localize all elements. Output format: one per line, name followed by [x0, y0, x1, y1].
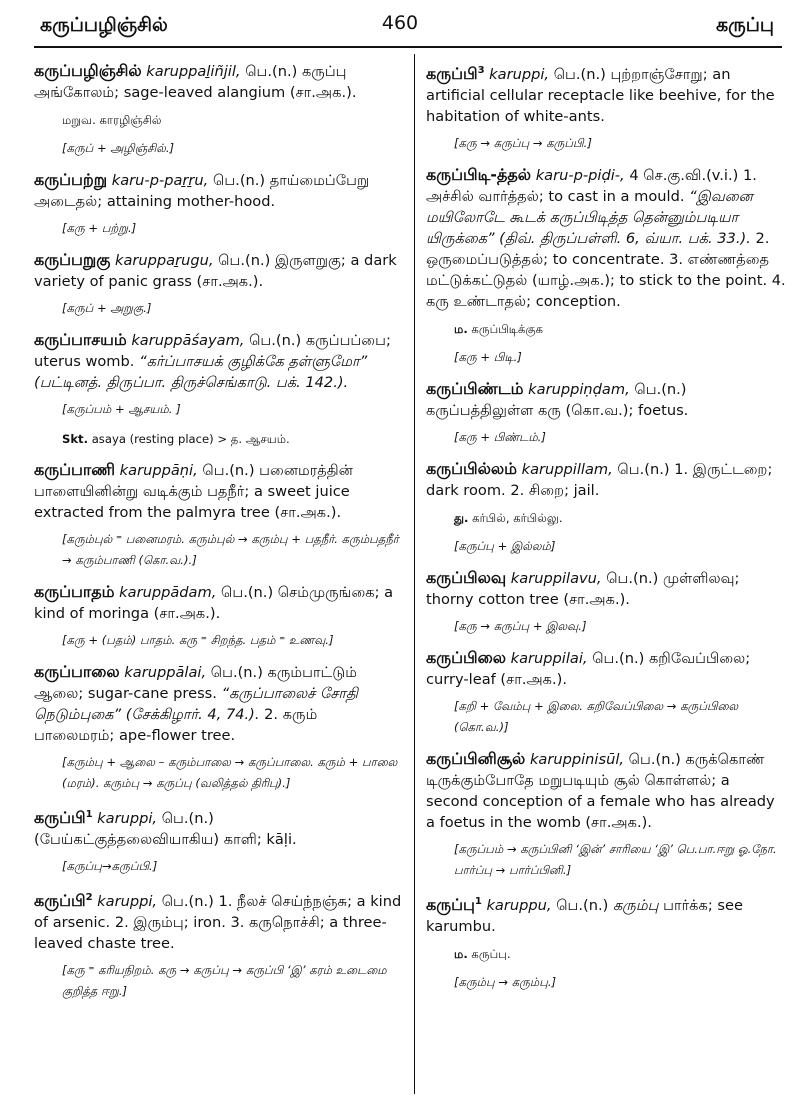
headword: கருப்பாசயம்	[34, 330, 127, 349]
headword: கருப்பி	[426, 63, 478, 83]
headword: கருப்பாதம்	[34, 582, 115, 601]
citation: கரும்பு	[612, 896, 659, 914]
language-tag: Skt.	[62, 432, 89, 446]
dictionary-entry	[426, 891, 786, 993]
homonym-number: 1	[474, 895, 482, 907]
etymology-note: [கருப் + அழிஞ்சில்.]	[62, 141, 175, 155]
cognate-note	[454, 509, 786, 528]
transliteration: karuppaṟugu,	[115, 252, 214, 269]
headword: கருப்பு	[426, 894, 475, 914]
transliteration: karuppāśayam,	[131, 332, 245, 349]
transliteration: karuppāṇi,	[119, 462, 198, 479]
headword: கருப்பில்லம்	[426, 458, 517, 478]
dictionary-entry	[426, 378, 786, 448]
dictionary-entry	[34, 887, 402, 1002]
entry-text	[426, 60, 786, 127]
definition: பெ.(n.) தாய்மைப்பேறு அடைதல்; attaining mother-hood.	[34, 172, 370, 210]
definition: பெ.(n.) பனைமரத்தின் பாளையினின்று வடிக்கும் பதநீர்; a sweet juice extracted from the palmyra tree (சா.அக.).	[34, 462, 353, 521]
language-tag: ம.	[454, 321, 468, 336]
definition: பெ.(n.)	[556, 896, 609, 914]
etymology-note: [கரும்புல் ⁼ பனைமரம். கரும்புல் → கரும்பு + பதநீர். கரும்பதநீர் → கரும்பாணி (கொ.வ.).]	[62, 532, 399, 567]
headword: கருப்பிண்டம்	[426, 378, 524, 398]
definition: பெ.(n.) 1. நீலச் செய்ந்நஞ்சு; a kind of arsenic. 2. இரும்பு; iron. 3. கருநொச்சி; a three-leaved chaste tree.	[34, 892, 402, 952]
entry-text	[34, 887, 402, 954]
dictionary-entry	[34, 169, 402, 239]
entry-text	[426, 458, 786, 501]
etymology-note: [கரு + பிடி.]	[454, 349, 522, 364]
transliteration: karuppillam,	[521, 460, 613, 478]
dictionary-entry	[426, 647, 786, 738]
entry-text	[34, 459, 402, 523]
dictionary-entry	[34, 459, 402, 571]
entry-text	[34, 329, 402, 393]
cognate-note	[454, 320, 786, 339]
definition: பெ.(n.) புற்றாஞ்சோறு; an artificial cellular receptacle like beehive, for the habitation of white-ants.	[426, 65, 775, 125]
definition: பெ.(n.) கருப்பத்திலுள்ள கரு (கொ.வ.); foetus.	[426, 380, 689, 419]
definition: பெ.(n.) செம்முருங்கை; a kind of moringa (சா.அக.).	[34, 584, 394, 622]
transliteration: karuppi,	[97, 809, 158, 827]
etymology-note: [கரு + பற்று.]	[62, 221, 137, 235]
headword: கருப்பிடி-த்தல்	[426, 164, 532, 184]
transliteration: karuppi,	[489, 65, 550, 83]
dictionary-entry	[34, 60, 402, 159]
transliteration: karuppu,	[486, 896, 552, 914]
headword: கருப்பினிசூல்	[426, 748, 526, 768]
citation: “இவனை மயிலோடே கூடக் கருப்பிடித்த தென்னும்படியா யிருக்கை” (திவ். திருப்பள்ளி. 6, வ்யா. பக். 33.).	[426, 187, 753, 247]
definition: பெ.(n.) கருப்பப்பை; uterus womb.	[34, 332, 391, 370]
page-header	[0, 0, 800, 40]
cognate-text: கருப்பிடிக்குக	[471, 321, 544, 336]
page-number: 460	[381, 12, 419, 34]
transliteration: karu-p-piḍi-,	[535, 166, 625, 184]
etymology-note: [கரு → கருப்பு → கருப்பி.]	[454, 135, 592, 150]
entry-text	[34, 60, 402, 103]
transliteration: karuppiṇḍam,	[528, 380, 630, 398]
dictionary-entry	[426, 164, 786, 368]
transliteration: karuppinisūl,	[529, 750, 625, 768]
etymology-note: [கரு + பிண்டம்.]	[454, 429, 546, 444]
language-tag: து.	[454, 510, 469, 525]
dictionary-entry	[34, 804, 402, 877]
cognate-note	[62, 430, 402, 449]
etymology-note: [கரும்பு + ஆலை – கரும்பாலை → கருப்பாலை. கரும் + பாலை (மரம்). கரும்பு → கருப்பு (வலித்தல் திரிபு).]	[62, 755, 398, 790]
headword: கருப்பிலை	[426, 647, 506, 667]
entry-text	[34, 249, 402, 292]
transliteration: karuppaḻiñjil,	[146, 63, 241, 80]
headword: கருப்பி	[34, 807, 86, 827]
entry-text	[426, 378, 786, 421]
entry-text	[426, 891, 786, 937]
dictionary-entry	[426, 748, 786, 881]
headword: கருப்பிலவு	[426, 567, 507, 587]
transliteration: karuppilavu,	[510, 569, 602, 587]
definition: பெ.(n.) முள்ளிலவு; thorny cotton tree (சா.அக.).	[426, 569, 740, 608]
definition-continued: 2. கரும் பாலைமரம்; ape-flower tree.	[34, 706, 318, 744]
cognate-note	[62, 111, 402, 130]
entry-text	[426, 647, 786, 690]
entry-text	[34, 804, 402, 850]
citation: “கருப்பாலைச் சோதி நெடும்புகை” (சேக்கிழார். 4, 74.).	[34, 685, 359, 723]
language-tag: ம.	[454, 946, 468, 961]
entry-text	[34, 581, 402, 624]
headword: கருப்பழிஞ்சில்	[34, 61, 142, 80]
etymology-note: [கரு + (பதம்) பாதம். கரு ⁼ சிறந்த. பதம் ⁼ உணவு.]	[62, 633, 334, 647]
citation: “கர்ப்பாசயக் குழிக்கே தள்ளுமோ” (பட்டினத். திருப்பா. திருச்செங்காடு. பக். 142.).	[34, 353, 368, 391]
definition: பெ.(n.) 1. இருட்டறை; dark room. 2. சிறை; jail.	[426, 460, 773, 499]
right-column	[426, 60, 786, 1003]
etymology-note: [கறி + வேம்பு + இலை. கறிவேப்பிலை → கருப்பிலை (கொ.வ.)]	[454, 698, 739, 734]
etymology-note: [கருப்பு + இல்லம்]	[454, 538, 556, 553]
cognate-text: கர்பில், கர்பில்லு.	[472, 510, 563, 525]
dictionary-entry	[426, 458, 786, 557]
entry-text	[34, 169, 402, 212]
definition: 4 செ.கு.வி.(v.i.) 1. அச்சில் வார்த்தல்; to cast in a mould.	[426, 166, 757, 205]
headword: கருப்பற்று	[34, 170, 108, 189]
etymology-note: [கரு → கருப்பு + இலவு.]	[454, 618, 587, 633]
header-rule	[34, 46, 782, 48]
definition: பெ.(n.) இருளறுகு; a dark variety of panic grass (சா.அக.).	[34, 252, 397, 290]
homonym-number: 2	[85, 891, 93, 903]
entry-text	[34, 661, 402, 746]
dictionary-entry	[34, 661, 402, 794]
definition-continued: 2. ஒருமைப்படுத்தல்; to concentrate. 3. எண்ணத்தை மட்டுக்கட்டுதல் (யாழ்.அக.); to stick to the point. 4. கரு உண்டாதல்; conception.	[426, 229, 786, 310]
transliteration: karuppi,	[97, 892, 158, 910]
column-divider	[414, 54, 415, 1094]
dictionary-entry	[34, 329, 402, 449]
headword: கருப்பி	[34, 890, 86, 910]
cognate-note	[454, 945, 786, 964]
definition-continued: பார்க்க; see karumbu.	[426, 896, 743, 935]
dictionary-entry	[426, 567, 786, 637]
etymology-note: [கருப்பு→கருப்பி.]	[62, 858, 158, 873]
homonym-number: 1	[85, 809, 93, 820]
entry-text	[426, 748, 786, 833]
etymology-note: [கரும்பு → கரும்பு.]	[454, 974, 557, 989]
definition: பெ.(n.) (பேய்கட்குத்தலைவியாகிய) காளி; kāḷi.	[34, 809, 297, 848]
dictionary-entry	[426, 60, 786, 154]
header-last-word: கருப்பு	[715, 14, 774, 36]
homonym-number: 3	[477, 65, 485, 76]
etymology-note: [கருப்பம் + ஆசயம். ]	[62, 402, 181, 416]
headword: கருப்பாலை	[34, 662, 120, 681]
entry-text	[426, 567, 786, 610]
transliteration: karuppālai,	[124, 664, 207, 681]
left-column	[34, 60, 402, 1012]
etymology-note: [கருப்பம் → கருப்பினி ‘இன்’ சாரியை ‘இ’ பெ.பா.ஈறு ஓ.நோ. பார்ப்பு → பார்ப்பினி.]	[454, 841, 777, 877]
definition: பெ.(n.) கருக்கொண் டிருக்கும்போதே மறுபடியும் சூல் கொள்ளல்; a second conception of a female who has already a foetus in the womb (சா.அக.).	[426, 750, 775, 831]
definition: பெ.(n.) கரும்பாட்டும் ஆலை; sugar-cane press.	[34, 664, 357, 702]
etymology-note: [கருப் + அறுகு.]	[62, 301, 152, 315]
cognate-text: asaya (resting place) > த. ஆசயம்.	[91, 432, 290, 446]
transliteration: karu-p-paṟṟu,	[111, 172, 209, 189]
definition: பெ.(n.) கறிவேப்பிலை; curry-leaf (சா.அக.).	[426, 649, 751, 688]
transliteration: karuppilai,	[510, 649, 588, 667]
transliteration: karuppādam,	[119, 584, 217, 601]
definition: பெ.(n.) கருப்பு அங்கோலம்; sage-leaved alangium (சா.அக.).	[34, 63, 357, 101]
etymology-note: [கரு ⁼ கரியநிறம். கரு → கருப்பு → கருப்பி ‘இ’ கரம் உடைமை குறித்த ஈறு.]	[62, 962, 387, 998]
headword: கருப்பாணி	[34, 460, 116, 479]
cognate-text: மறுவ. காரழிஞ்சில்	[62, 113, 162, 127]
dictionary-entry	[34, 249, 402, 319]
dictionary-entry	[34, 581, 402, 651]
headword: கருப்பறுகு	[34, 250, 111, 269]
header-first-word: கருப்பழிஞ்சில்	[40, 14, 168, 36]
entry-text	[426, 164, 786, 312]
cognate-text: கருப்பு.	[471, 946, 511, 961]
